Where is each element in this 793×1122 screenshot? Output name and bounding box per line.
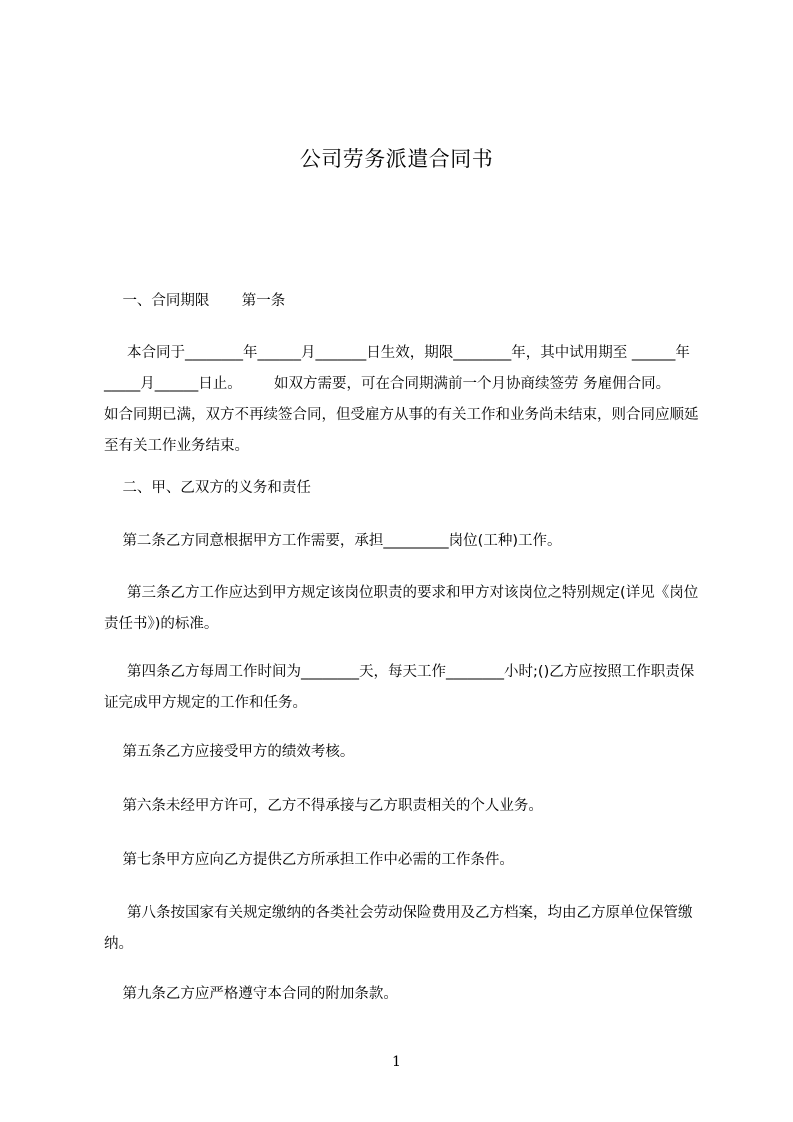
document-title: 公司劳务派遣合同书 (299, 147, 494, 171)
paragraph-article-3: 第三条乙方工作应达到甲方规定该岗位职责的要求和甲方对该岗位之特别规定(详见《岗位责任书》)的标准。 (104, 585, 699, 632)
paragraph-article-7: 第七条甲方应向乙方提供乙方所承担工作中必需的工作条件。 (104, 852, 514, 868)
paragraph-article-6: 第六条未经甲方许可，乙方不得承接与乙方职责相关的个人业务。 (104, 798, 543, 814)
section-heading-obligations: 二、甲、乙双方的义务和责任 (104, 480, 311, 496)
paragraph-article-1: 本合同于________年______月_______日生效，期限________年，其中试用期至 ______年_____月______日止。 如双方需要，可在合同期满前一个月协商续签劳 务雇佣合同。 如合同期已满，双方不再续签合同，但受雇方从事的有关工作和业务尚未结束，则合同应顺延至有关工作业务结束。 (104, 345, 699, 454)
paragraph-article-2: 第二条乙方同意根据甲方工作需要，承担_________岗位(工种)工作。 (104, 533, 562, 549)
section-heading-contract-term: 一、合同期限 第一条 (104, 293, 286, 309)
paragraph-article-9: 第九条乙方应严格遵守本合同的附加条款。 (104, 986, 398, 1002)
page-number: 1 (392, 1054, 401, 1070)
paragraph-article-4: 第四条乙方每周工作时间为________天，每天工作________小时;()乙方应按照工作职责保证完成甲方规定的工作和任务。 (104, 664, 695, 711)
paragraph-article-5: 第五条乙方应接受甲方的绩效考核。 (104, 744, 355, 760)
paragraph-article-8: 第八条按国家有关规定缴纳的各类社会劳动保险费用及乙方档案，均由乙方原单位保管缴纳。 (104, 905, 693, 952)
